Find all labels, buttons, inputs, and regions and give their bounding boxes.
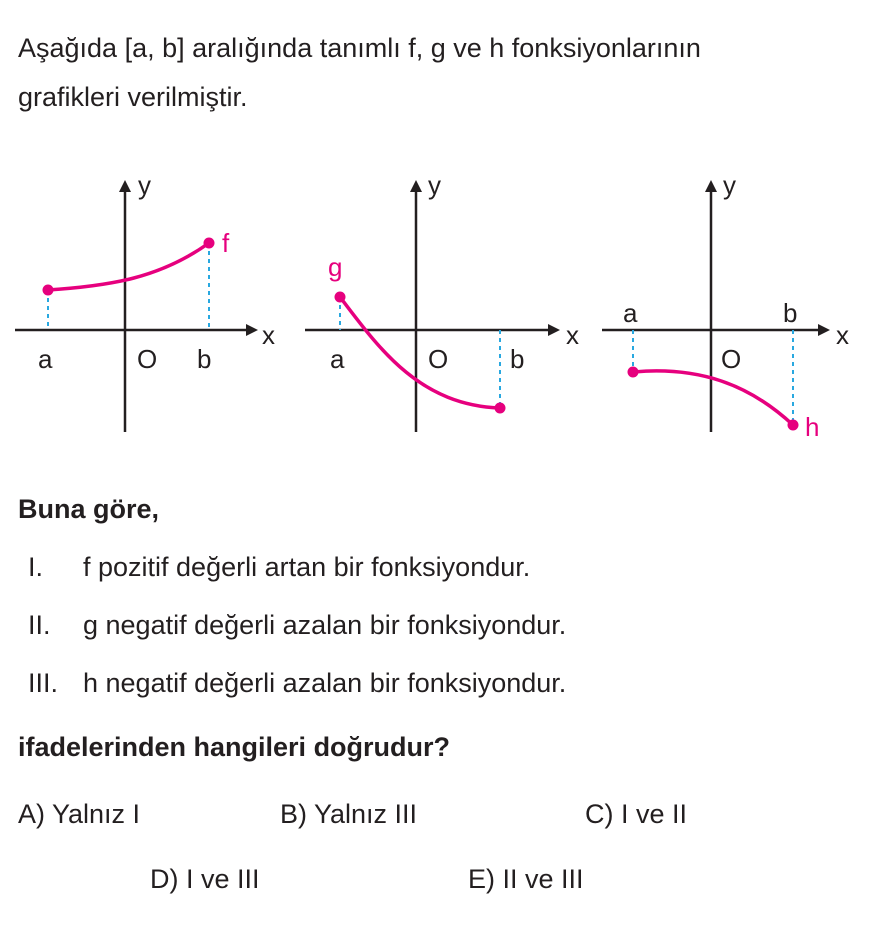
endpoint-b bbox=[495, 403, 506, 414]
y-label: y bbox=[723, 170, 736, 200]
statement-number: III. bbox=[28, 668, 59, 698]
endpoint-b bbox=[204, 238, 215, 249]
endpoint-a bbox=[335, 292, 346, 303]
curve-g bbox=[340, 297, 500, 408]
function-label-h: h bbox=[805, 412, 820, 442]
curve-h bbox=[633, 371, 793, 425]
origin-label: O bbox=[137, 344, 158, 374]
y-label: y bbox=[428, 170, 441, 200]
statement-number: I. bbox=[28, 552, 44, 582]
x-axis-arrow-icon bbox=[548, 324, 560, 336]
origin-label: O bbox=[721, 344, 742, 374]
option-d[interactable]: D) I ve III bbox=[150, 864, 260, 894]
graph-g bbox=[290, 160, 590, 460]
endpoint-a bbox=[628, 367, 639, 378]
graph-f bbox=[0, 160, 290, 460]
function-label-g: g bbox=[328, 252, 343, 282]
function-label-f: f bbox=[222, 228, 230, 258]
prompt-text: Buna göre, bbox=[18, 494, 160, 524]
statement-number: II. bbox=[28, 610, 51, 640]
x-axis-arrow-icon bbox=[246, 324, 258, 336]
statement-1 bbox=[28, 552, 530, 583]
b-label: b bbox=[510, 344, 525, 374]
y-axis-arrow-icon bbox=[119, 180, 131, 192]
endpoint-a bbox=[43, 285, 54, 296]
x-label: x bbox=[566, 320, 579, 350]
y-axis-arrow-icon bbox=[410, 180, 422, 192]
x-label: x bbox=[836, 320, 849, 350]
statement-2 bbox=[28, 610, 566, 641]
intro-line-1: Aşağıda [a, b] aralığında tanımlı f, g ve h fonksiyonlarının bbox=[18, 33, 701, 63]
question-text: ifadelerinden hangileri doğrudur? bbox=[18, 732, 451, 762]
x-axis-arrow-icon bbox=[818, 324, 830, 336]
graph-h bbox=[590, 160, 876, 460]
origin-label: O bbox=[428, 344, 449, 374]
endpoint-b bbox=[788, 420, 799, 431]
statement-text: f pozitif değerli artan bir fonksiyondur. bbox=[83, 552, 531, 582]
y-label: y bbox=[138, 170, 151, 200]
b-label: b bbox=[197, 344, 212, 374]
option-b[interactable]: B) Yalnız III bbox=[280, 799, 418, 829]
graphs-panel bbox=[0, 160, 876, 460]
intro-line-2: grafikleri verilmiştir. bbox=[18, 82, 248, 112]
option-a[interactable]: A) Yalnız I bbox=[18, 799, 141, 829]
question-intro bbox=[18, 24, 868, 122]
statement-text: h negatif değerli azalan bir fonksiyondur. bbox=[83, 668, 567, 698]
option-e[interactable]: E) II ve III bbox=[468, 864, 584, 894]
x-label: x bbox=[262, 320, 275, 350]
a-label: a bbox=[38, 344, 53, 374]
a-label: a bbox=[330, 344, 345, 374]
curve-f bbox=[48, 243, 209, 290]
a-label: a bbox=[623, 298, 638, 328]
option-c[interactable]: C) I ve II bbox=[585, 799, 688, 829]
y-axis-arrow-icon bbox=[705, 180, 717, 192]
statement-text: g negatif değerli azalan bir fonksiyondur. bbox=[83, 610, 567, 640]
statement-3 bbox=[28, 668, 566, 699]
b-label: b bbox=[783, 298, 798, 328]
